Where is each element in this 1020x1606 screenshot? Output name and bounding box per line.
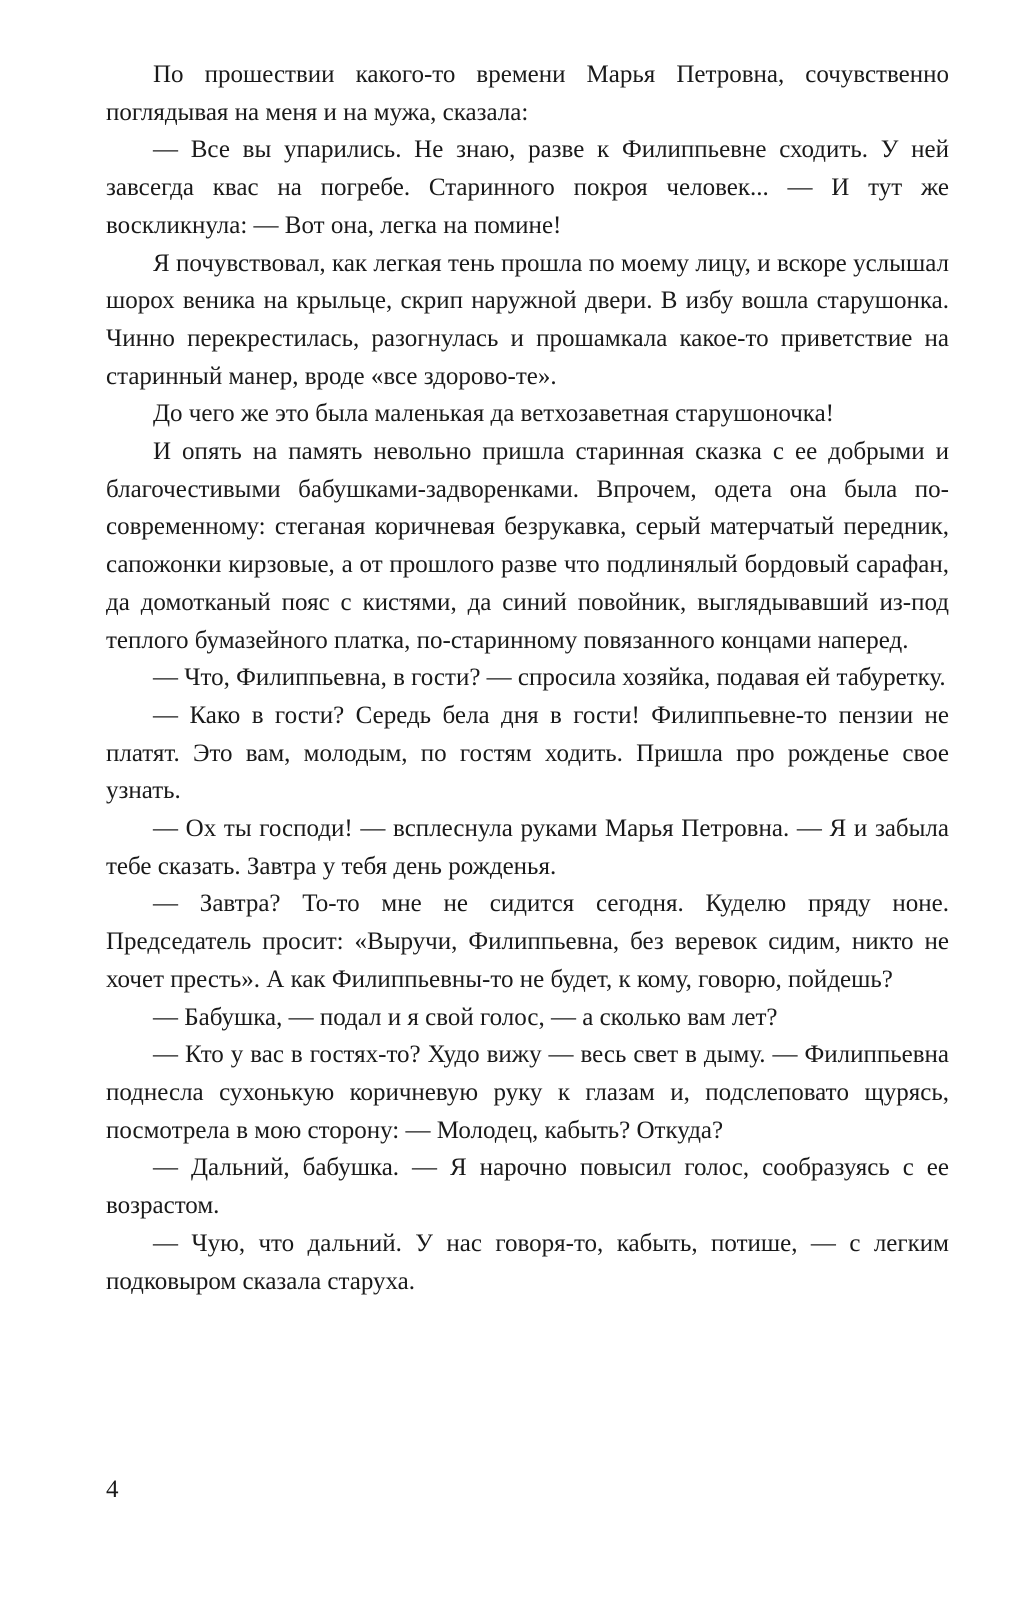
page-number: 4 — [106, 1476, 119, 1503]
paragraph-5: И опять на память невольно пришла старинная сказка с ее добрыми и благочестивыми бабушками-задворенками. Впрочем, одета она была по-современному: стеганая коричневая безрукавка, серый матерчатый передник, сапожонки кирзовые, а от прошлого разве что подлинялый бордовый сарафан, да домотканый пояс с кистями, да синий повойник, выглядывавший из-под теплого бумазейного платка, по-старинному повязанного концами наперед. — [106, 438, 949, 654]
paragraph-13: — Чую, что дальний. У нас говоря-то, кабыть, потише, — с легким подковыром сказала старуха. — [106, 1229, 949, 1295]
paragraph-7: — Како в гости? Середь бела дня в гости! Филиппьевне-то пензии не платят. Это вам, молодым, по гостям ходить. Пришла про рожденье свое узнать. — [106, 701, 949, 805]
paragraph-3: Я почувствовал, как легкая тень прошла по моему лицу, и вскоре услышал шорох веника на крыльце, скрип наружной двери. В избу вошла старушонка. Чинно перекрестилась, разогнулась и прошамкала какое-то приветствие на старинный манер, вроде «все здорово-те». — [106, 249, 949, 390]
paragraph-9: — Завтра? То-то мне не сидится сегодня. Куделю пряду ноне. Председатель просит: «Выручи, Филиппьевна, без веревок сидим, никто не хочет престь». А как Филиппьевны-то не будет, к кому, говорю, пойдешь? — [106, 890, 949, 993]
body-text — [106, 56, 949, 1300]
paragraph-2: — Все вы упарились. Не знаю, разве к Филиппьевне сходить. У ней завсегда квас на погребе. Старинного покроя человек... — И тут же воскликнула: — Вот она, легка на помине! — [106, 136, 949, 239]
paragraph-11: — Кто у вас в гостях-то? Худо вижу — весь свет в дыму. — Филиппьевна поднесла сухонькую коричневую руку к глазам и, подслеповатo щурясь, посмотрела в мою сторону: — Молодец, кабыть? Откуда? — [106, 1041, 949, 1144]
paragraph-12: — Дальний, бабушка. — Я нарочно повысил голос, сообразуясь с ее возрастом. — [106, 1154, 949, 1220]
paragraph-4: До чего же это была маленькая да ветхозаветная старушоночка! — [153, 400, 834, 428]
paragraph-8: — Ох ты господи! — всплеснула руками Марья Петровна. — Я и забыла тебе сказать. Завтра у тебя день рожденья. — [106, 815, 949, 880]
paragraph-10: — Бабушка, — подал и я свой голос, — а сколько вам лет? — [153, 1003, 778, 1031]
paragraph-1: По прошествии какого-то времени Марья Петровна, сочувственно поглядывая на меня и на мужа, сказала: — [106, 61, 949, 126]
paragraph-6: — Что, Филиппьевна, в гости? — спросила хозяйка, подавая ей табуретку. — [153, 664, 946, 692]
